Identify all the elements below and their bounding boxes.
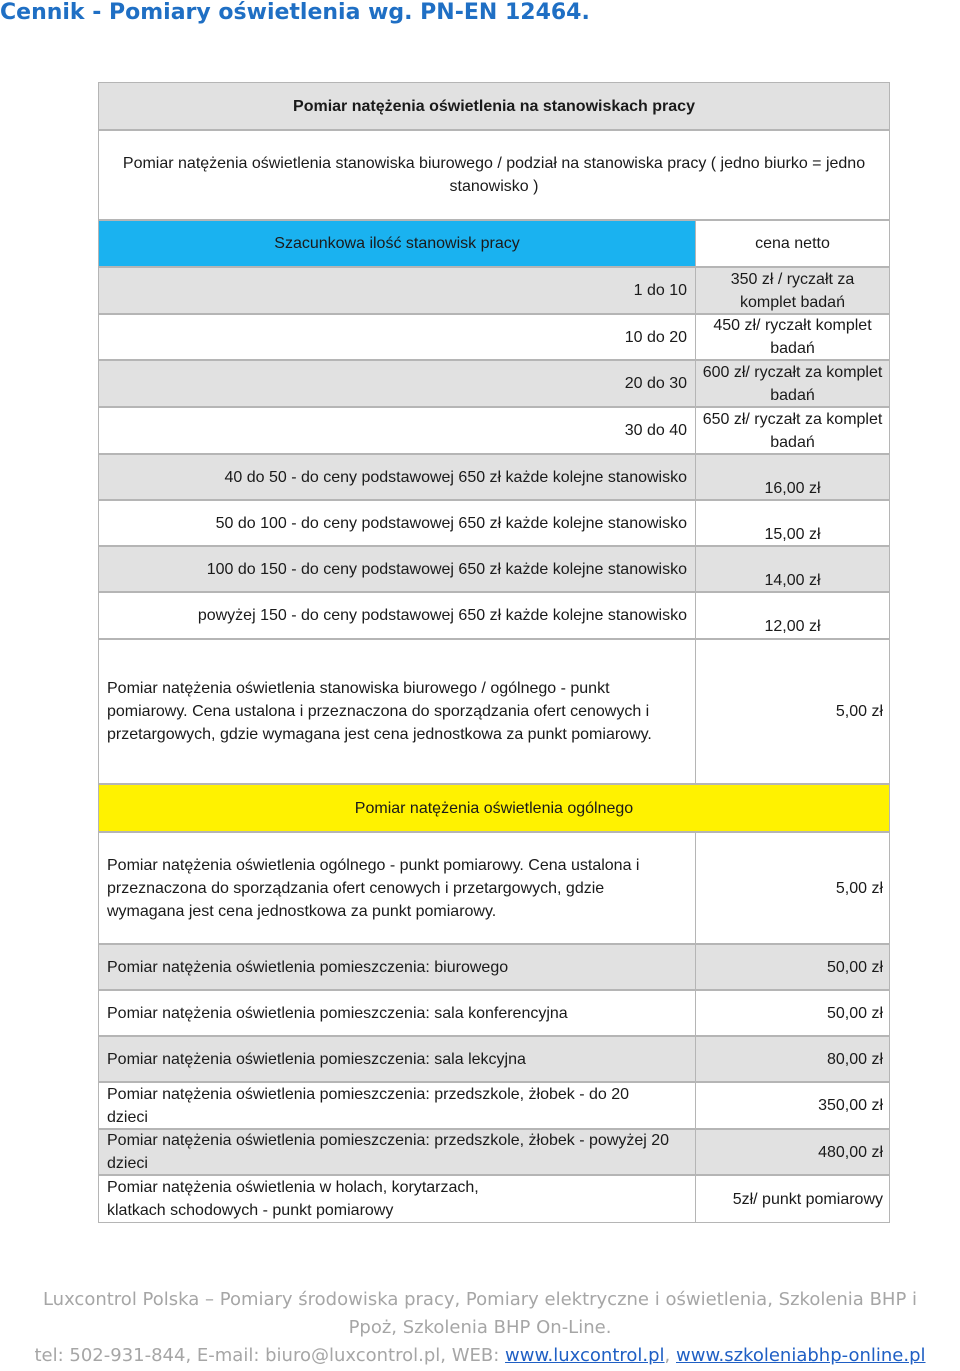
room-row — [98, 1129, 890, 1175]
room-row — [98, 1082, 890, 1129]
general-point-description: Pomiar natężenia oświetlenia ogólnego - punkt pomiarowy. Cena ustalona i przeznaczona do sporządzania ofert cenowych i przetargowych, gdzie wymagana jest cena jednostkowa za punkt pomiarowy. — [99, 833, 696, 943]
range-label: 10 do 20 — [99, 315, 696, 359]
range-row — [98, 314, 890, 360]
room-price: 350,00 zł — [818, 1097, 883, 1114]
extra-price: 16,00 zł — [764, 479, 821, 497]
room-label: Pomiar natężenia oświetlenia pomieszczenia: przedszkole, żłobek - powyżej 20 dzieci — [99, 1130, 696, 1174]
room-label: Pomiar natężenia oświetlenia pomieszczenia: sala konferencyjna — [99, 991, 696, 1035]
room-price: 480,00 zł — [818, 1143, 883, 1161]
room-price: 5zł/ punkt pomiarowy — [732, 1190, 883, 1208]
room-price: 80,00 zł — [826, 1050, 883, 1068]
footer-contact-text: tel: 502-931-844, E-mail: biuro@luxcontrol.pl, WEB: — [34, 1345, 506, 1366]
room-row — [98, 1036, 890, 1082]
footer-company-line-2: Ppoż, Szkolenia BHP On-Line. — [348, 1317, 612, 1338]
section1-subheading: Pomiar natężenia oświetlenia stanowiska biurowego / podział na stanowiska pracy ( jedno biurko = jedno stanowisko ) — [122, 155, 866, 195]
room-row — [98, 1175, 890, 1223]
range-row — [98, 360, 890, 407]
section1-heading-row — [98, 82, 890, 130]
header-workstations: Szacunkowa ilość stanowisk pracy — [99, 221, 696, 266]
extra-price: 15,00 zł — [764, 525, 821, 543]
section1-heading: Pomiar natężenia oświetlenia na stanowiskach pracy — [293, 97, 695, 115]
extra-label: 40 do 50 - do ceny podstawowej 650 zł każde kolejne stanowisko — [99, 455, 696, 499]
range-price: 650 zł/ ryczałt za komplet badań — [702, 410, 883, 451]
table-header-row — [98, 220, 890, 267]
extra-row — [98, 454, 890, 500]
footer-company-line: Luxcontrol Polska – Pomiary środowiska pracy, Pomiary elektryczne i oświetlenia, Szkolenia BHP i — [42, 1289, 918, 1310]
footer-separator: , — [664, 1345, 676, 1366]
section2-heading-row — [98, 784, 890, 832]
luxcontrol-link[interactable]: www.luxcontrol.pl — [505, 1345, 665, 1366]
extra-label: 50 do 100 - do ceny podstawowej 650 zł każde kolejne stanowisko — [99, 501, 696, 545]
header-net-price: cena netto — [755, 235, 830, 252]
room-label: Pomiar natężenia oświetlenia pomieszczenia: sala lekcyjna — [99, 1037, 696, 1081]
extra-row — [98, 592, 890, 639]
extra-price: 12,00 zł — [764, 618, 821, 635]
range-price: 450 zł/ ryczałt komplet badań — [713, 317, 872, 357]
room-label: Pomiar natężenia oświetlenia pomieszczenia: przedszkole, żłobek - do 20 dzieci — [99, 1083, 696, 1128]
point-description: Pomiar natężenia oświetlenia stanowiska biurowego / ogólnego - punkt pomiarowy. Cena ustalona i przeznaczona do sporządzania ofert cenowych i przetargowych, gdzie wymagana jest cena jednostkowa za punkt pomiarowy. — [99, 640, 696, 783]
page-title: Cennik - Pomiary oświetlenia wg. PN-EN 12464. — [0, 0, 590, 25]
room-row — [98, 990, 890, 1036]
range-label: 1 do 10 — [99, 268, 696, 313]
section2-heading: Pomiar natężenia oświetlenia ogólnego — [354, 799, 634, 817]
room-price: 50,00 zł — [826, 1004, 883, 1022]
range-label: 30 do 40 — [99, 408, 696, 453]
range-row — [98, 407, 890, 454]
point-row — [98, 639, 890, 784]
footer-contact — [0, 1345, 960, 1366]
room-label: Pomiar natężenia oświetlenia pomieszczenia: biurowego — [99, 945, 696, 989]
section1-subheading-row — [98, 130, 890, 220]
range-row — [98, 267, 890, 314]
general-point-price: 5,00 zł — [835, 879, 883, 897]
extra-label: 100 do 150 - do ceny podstawowej 650 zł każde kolejne stanowisko — [99, 547, 696, 591]
szkoleniabhp-link[interactable]: www.szkoleniabhp-online.pl — [676, 1345, 926, 1366]
room-label: Pomiar natężenia oświetlenia w holach, korytarzach, klatkach schodowych - punkt pomiarowy — [99, 1176, 696, 1222]
extra-row — [98, 500, 890, 546]
extra-label: powyżej 150 - do ceny podstawowej 650 zł każde kolejne stanowisko — [99, 593, 696, 638]
range-price: 350 zł / ryczałt za komplet badań — [730, 270, 855, 311]
general-point-row — [98, 832, 890, 944]
extra-price: 14,00 zł — [764, 571, 821, 589]
range-label: 20 do 30 — [99, 361, 696, 406]
room-price: 50,00 zł — [826, 958, 883, 976]
extra-row — [98, 546, 890, 592]
range-price: 600 zł/ ryczałt za komplet badań — [702, 363, 883, 404]
room-row — [98, 944, 890, 990]
point-price: 5,00 zł — [835, 703, 883, 720]
